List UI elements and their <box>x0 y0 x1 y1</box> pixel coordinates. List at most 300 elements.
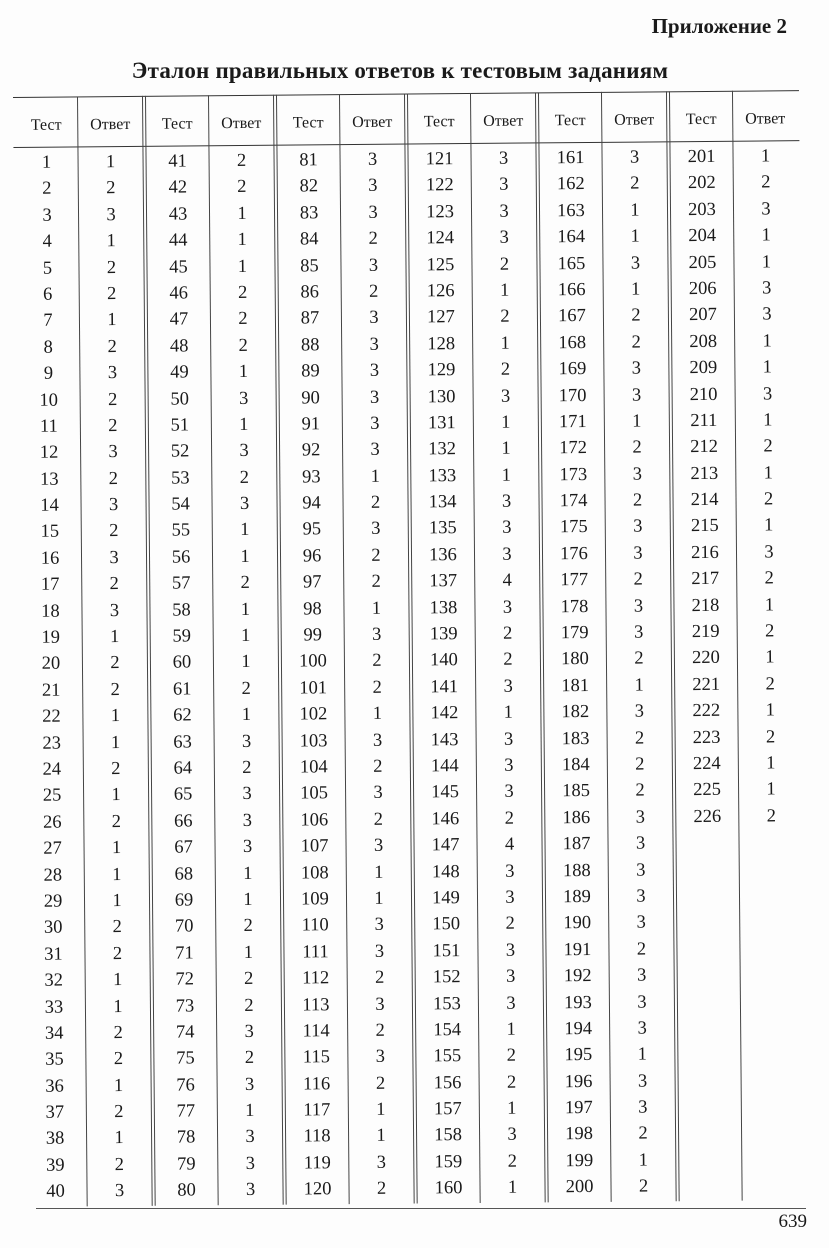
answer-value: 1 <box>241 625 251 647</box>
footer-rule <box>36 1208 806 1209</box>
test-number: 147 <box>431 835 460 856</box>
header-test: Тест <box>423 113 455 131</box>
answer-value: 3 <box>114 1181 125 1202</box>
test-number: 79 <box>176 1154 196 1175</box>
test-number: 48 <box>169 336 189 357</box>
test-number: 207 <box>688 305 717 326</box>
test-number: 171 <box>558 411 587 433</box>
test-number: 88 <box>300 335 320 356</box>
test-number: 208 <box>689 331 718 352</box>
test-number: 210 <box>689 384 718 405</box>
test-number: 180 <box>560 649 589 670</box>
test-number: 140 <box>429 650 458 671</box>
test-number-column <box>539 145 610 1201</box>
answer-value: 1 <box>112 891 122 912</box>
answer-value: 2 <box>634 648 644 670</box>
test-number: 214 <box>690 489 719 511</box>
answer-value: 1 <box>237 230 247 251</box>
answer-value: 3 <box>370 440 380 461</box>
test-number: 80 <box>177 1180 196 1201</box>
answer-value: 2 <box>238 309 248 330</box>
test-number: 94 <box>302 493 321 514</box>
test-number: 125 <box>426 254 455 275</box>
test-number: 92 <box>301 440 321 461</box>
answer-value: 1 <box>111 785 121 806</box>
test-number: 206 <box>688 278 717 300</box>
answer-value: 1 <box>111 838 122 859</box>
answer-value: 2 <box>107 284 117 305</box>
test-number: 151 <box>432 940 461 962</box>
answer-value: 3 <box>368 202 378 223</box>
test-number: 59 <box>172 626 192 647</box>
test-number: 204 <box>688 226 717 247</box>
test-number: 37 <box>45 1102 65 1123</box>
answer-value: 3 <box>506 993 516 1014</box>
answer-value: 1 <box>501 438 511 460</box>
answer-value: 2 <box>111 811 122 832</box>
test-number: 1 <box>41 152 52 173</box>
test-number: 139 <box>429 624 458 645</box>
test-number: 52 <box>170 441 190 462</box>
answer-value: 2 <box>502 623 513 644</box>
answer-column <box>472 145 543 1201</box>
test-number: 127 <box>426 307 455 328</box>
test-number: 3 <box>42 205 52 226</box>
test-number: 163 <box>557 200 585 222</box>
answer-value: 1 <box>105 152 116 173</box>
test-number: 68 <box>174 864 194 885</box>
answer-value: 2 <box>371 545 381 566</box>
header-test: Тест <box>292 114 324 132</box>
test-number: 193 <box>563 992 592 1013</box>
test-number: 49 <box>170 362 189 383</box>
test-number: 89 <box>301 361 320 382</box>
test-number: 216 <box>691 542 719 563</box>
answer-value: 2 <box>372 677 382 698</box>
answer-value: 3 <box>239 441 249 462</box>
answer-value: 3 <box>368 255 379 276</box>
answer-value: 3 <box>245 1153 256 1174</box>
answer-value: 3 <box>637 992 647 1013</box>
answer-value: 3 <box>242 837 253 858</box>
test-number: 128 <box>427 333 456 355</box>
answer-value: 1 <box>110 627 120 648</box>
answer-value: 1 <box>241 705 252 726</box>
test-number: 66 <box>173 811 193 832</box>
answer-value: 2 <box>765 674 775 695</box>
test-number: 159 <box>434 1151 463 1173</box>
answer-value: 2 <box>503 650 513 671</box>
header-test: Тест <box>30 116 62 134</box>
test-number: 105 <box>300 783 329 804</box>
test-number: 126 <box>426 281 455 302</box>
test-number: 144 <box>430 756 459 777</box>
test-number-column <box>146 148 217 1204</box>
test-number: 75 <box>176 1048 195 1069</box>
answer-value: 2 <box>635 780 645 801</box>
answer-value: 1 <box>763 410 773 431</box>
answer-value: 1 <box>507 1177 518 1198</box>
test-number: 185 <box>562 781 591 802</box>
answer-value: 3 <box>631 358 642 379</box>
test-number: 212 <box>690 437 719 458</box>
answer-value: 2 <box>376 1179 387 1200</box>
test-number: 183 <box>561 728 590 749</box>
answer-value: 3 <box>375 994 385 1015</box>
answer-value: 2 <box>631 305 641 326</box>
answer-value: 1 <box>763 463 774 484</box>
answer-value: 1 <box>372 704 383 725</box>
test-number: 9 <box>43 363 54 384</box>
header-answer: Ответ <box>221 114 262 133</box>
answer-value: 2 <box>112 943 123 964</box>
answer-value: 3 <box>502 597 513 618</box>
test-number: 33 <box>44 997 64 1018</box>
answer-value: 3 <box>636 886 646 907</box>
test-number: 70 <box>174 916 194 937</box>
header-answer: Ответ <box>483 112 524 130</box>
answer-value: 1 <box>243 942 254 963</box>
header-test: Тест <box>161 115 193 133</box>
answer-value: 2 <box>241 678 251 699</box>
answer-value: 2 <box>243 969 254 990</box>
answer-value: 2 <box>506 1072 517 1093</box>
answer-value: 2 <box>106 257 117 278</box>
answer-value: 3 <box>503 729 514 750</box>
answer-value: 1 <box>630 200 640 221</box>
test-number: 173 <box>559 464 588 485</box>
answer-value: 3 <box>372 730 383 751</box>
answer-value: 2 <box>504 808 515 829</box>
test-number: 120 <box>303 1179 332 1200</box>
answer-value: 3 <box>504 782 514 803</box>
test-number: 169 <box>558 359 587 380</box>
test-number: 154 <box>433 1020 462 1041</box>
test-number: 113 <box>302 994 330 1016</box>
answer-value: 2 <box>236 150 247 172</box>
test-number: 116 <box>302 1073 331 1095</box>
test-number: 198 <box>565 1124 594 1145</box>
test-number: 166 <box>557 279 586 301</box>
test-number: 62 <box>173 705 192 726</box>
answer-value: 3 <box>498 148 509 169</box>
answer-value: 1 <box>506 1019 516 1040</box>
test-number: 5 <box>42 258 53 279</box>
answer-value: 2 <box>638 1176 649 1197</box>
test-number: 133 <box>428 465 457 487</box>
answer-value: 1 <box>110 732 121 753</box>
answer-value: 2 <box>243 916 253 937</box>
test-number: 22 <box>42 706 61 727</box>
answer-value: 3 <box>631 385 642 406</box>
answer-value: 3 <box>635 807 646 828</box>
header-test: Тест <box>685 110 717 129</box>
answer-value: 1 <box>240 520 250 541</box>
answer-value: 2 <box>110 679 120 700</box>
answer-value: 3 <box>502 544 512 565</box>
answer-value: 1 <box>764 595 775 616</box>
answer-value: 2 <box>500 307 510 328</box>
answer-value: 2 <box>766 806 777 827</box>
answer-value: 2 <box>765 726 776 748</box>
answer-value: 3 <box>241 731 252 752</box>
test-number: 81 <box>299 150 318 171</box>
test-number: 145 <box>431 782 460 803</box>
test-number: 16 <box>40 548 60 569</box>
test-number: 137 <box>429 571 458 592</box>
answer-value: 1 <box>630 226 640 247</box>
answer-value: 3 <box>504 755 514 776</box>
answer-value: 2 <box>107 336 117 357</box>
answer-value: 2 <box>375 1020 385 1041</box>
answer-value: 2 <box>500 359 511 380</box>
answer-value: 2 <box>764 568 774 589</box>
test-number: 172 <box>559 438 588 459</box>
answer-value: 1 <box>499 280 510 301</box>
test-number: 221 <box>692 674 721 695</box>
answer-value: 4 <box>502 570 512 591</box>
test-number: 202 <box>687 173 716 194</box>
answer-value: 1 <box>110 706 121 727</box>
test-number: 28 <box>43 865 63 886</box>
header-test: Тест <box>554 112 586 130</box>
answer-value: 2 <box>636 939 647 960</box>
answer-value: 3 <box>368 176 378 197</box>
answer-value: 3 <box>638 1097 648 1118</box>
answer-value: 1 <box>238 362 249 383</box>
test-number: 30 <box>43 917 63 939</box>
answer-value: 3 <box>501 491 512 512</box>
test-number: 101 <box>299 678 328 699</box>
test-number: 47 <box>169 309 189 330</box>
answer-value: 1 <box>114 1128 124 1149</box>
header-answer: Ответ <box>90 115 131 134</box>
answer-value: 3 <box>762 383 773 404</box>
answer-value: 3 <box>505 940 516 961</box>
test-number: 203 <box>688 199 716 220</box>
test-number: 195 <box>564 1045 593 1066</box>
answer-value: 2 <box>113 1022 123 1044</box>
answer-value: 1 <box>764 515 774 536</box>
answer-value: 3 <box>503 676 513 697</box>
answer-value: 1 <box>762 357 773 378</box>
test-number: 100 <box>298 651 327 672</box>
answer-value: 1 <box>632 411 642 432</box>
answer-value: 2 <box>630 173 640 195</box>
answer-value: 3 <box>376 1152 387 1173</box>
test-number: 14 <box>40 495 59 516</box>
test-number: 176 <box>560 543 588 565</box>
test-number: 205 <box>688 252 717 273</box>
test-number: 72 <box>175 969 195 990</box>
answer-value: 2 <box>505 913 515 935</box>
test-number: 41 <box>168 151 187 172</box>
test-number: 188 <box>562 860 591 881</box>
answer-value: 2 <box>372 651 382 672</box>
test-number: 197 <box>564 1098 593 1119</box>
test-number: 123 <box>426 201 454 223</box>
answer-value: 1 <box>760 146 771 167</box>
answer-value: 3 <box>369 360 380 382</box>
test-number: 54 <box>171 494 190 515</box>
answer-value: 3 <box>106 204 116 225</box>
answer-value: 3 <box>371 519 381 540</box>
answer-value: 3 <box>369 387 380 408</box>
test-number: 146 <box>431 808 460 830</box>
answer-value: 3 <box>244 1021 254 1042</box>
test-number: 71 <box>175 943 194 964</box>
test-number: 187 <box>562 834 591 855</box>
test-number: 77 <box>176 1101 196 1122</box>
answer-value: 2 <box>240 573 250 594</box>
test-number: 6 <box>43 284 53 305</box>
test-number: 78 <box>176 1127 196 1149</box>
answer-value: 1 <box>634 675 644 696</box>
answer-value: 2 <box>237 177 247 198</box>
answer-value: 1 <box>113 1075 124 1096</box>
answer-value: 2 <box>238 335 248 356</box>
answer-value: 3 <box>374 915 384 936</box>
answer-value: 3 <box>108 442 118 463</box>
test-number: 192 <box>563 966 592 987</box>
answer-value: 1 <box>243 863 253 884</box>
answer-value: 3 <box>109 547 119 569</box>
answer-value: 3 <box>632 464 643 485</box>
test-number: 85 <box>300 255 319 277</box>
test-number: 102 <box>299 704 328 725</box>
test-number: 184 <box>561 754 590 776</box>
answer-value: 2 <box>632 490 643 511</box>
answer-value: 1 <box>240 546 250 567</box>
answer-value: 3 <box>107 363 118 384</box>
test-number: 25 <box>42 785 62 807</box>
answer-value: 3 <box>239 494 250 515</box>
test-number: 226 <box>693 806 722 827</box>
test-number: 142 <box>430 703 459 724</box>
test-number: 200 <box>565 1177 594 1198</box>
test-number: 213 <box>690 463 719 484</box>
test-number: 19 <box>41 627 61 648</box>
test-number: 36 <box>45 1076 64 1097</box>
answer-value: 1 <box>765 647 775 668</box>
answer-value: 1 <box>237 203 247 224</box>
test-number: 138 <box>429 597 458 619</box>
test-number: 87 <box>300 308 320 329</box>
test-number: 110 <box>301 915 329 936</box>
answer-value: 1 <box>501 412 511 433</box>
test-number: 50 <box>170 388 189 410</box>
test-number: 64 <box>173 758 193 779</box>
answer-value: 3 <box>505 887 515 908</box>
answer-value: 1 <box>507 1098 517 1119</box>
answer-value: 3 <box>369 334 379 355</box>
test-number: 61 <box>172 679 192 700</box>
header-answer: Ответ <box>745 110 786 128</box>
answer-value: 3 <box>373 835 384 857</box>
answer-value: 2 <box>109 521 119 542</box>
answer-value: 1 <box>501 465 512 486</box>
test-number: 12 <box>39 442 59 464</box>
answer-value: 1 <box>766 779 776 800</box>
test-number: 178 <box>560 596 589 617</box>
test-number: 167 <box>557 306 586 327</box>
test-number: 150 <box>432 914 461 935</box>
answer-value: 2 <box>761 172 771 193</box>
answer-value: 2 <box>764 621 775 642</box>
header-answer: Ответ <box>352 113 393 132</box>
test-number: 201 <box>687 146 716 168</box>
answer-value: 3 <box>238 388 249 409</box>
answer-value: 1 <box>106 231 116 252</box>
test-number: 10 <box>39 390 58 411</box>
answer-value: 4 <box>504 834 515 855</box>
test-number: 168 <box>558 332 587 353</box>
test-number: 84 <box>299 229 319 250</box>
test-number: 129 <box>427 360 456 381</box>
answer-value: 3 <box>374 941 385 962</box>
answer-value: 2 <box>638 1123 648 1145</box>
answer-column <box>341 147 412 1203</box>
answer-value: 3 <box>373 783 383 804</box>
answer-value: 3 <box>109 600 120 621</box>
test-number: 67 <box>174 837 193 858</box>
answer-value: 1 <box>637 1044 648 1065</box>
test-number: 135 <box>428 518 457 539</box>
test-number: 65 <box>173 784 193 805</box>
answer-value: 2 <box>110 653 120 674</box>
test-number: 157 <box>433 1099 462 1120</box>
test-number: 29 <box>43 891 63 912</box>
test-number: 223 <box>692 727 721 748</box>
answer-value: 1 <box>630 279 641 300</box>
test-number: 83 <box>299 203 319 224</box>
test-number: 224 <box>692 753 721 775</box>
test-number: 26 <box>42 812 62 833</box>
test-number: 117 <box>303 1100 331 1121</box>
answer-value: 3 <box>369 308 379 329</box>
answer-column <box>734 143 802 830</box>
test-number: 211 <box>690 410 718 432</box>
answer-value: 2 <box>634 728 645 749</box>
test-number: 175 <box>559 517 588 538</box>
test-number: 4 <box>42 231 52 252</box>
answer-value: 3 <box>499 201 509 222</box>
answer-value: 3 <box>367 149 378 170</box>
answer-key-table <box>13 90 809 1207</box>
answer-value: 2 <box>244 1048 255 1069</box>
answer-value: 1 <box>766 753 776 774</box>
test-number-column <box>408 146 479 1202</box>
answer-value: 2 <box>499 254 510 275</box>
test-number: 153 <box>432 993 461 1014</box>
answer-column <box>79 149 150 1205</box>
test-number: 45 <box>169 257 188 278</box>
test-number: 24 <box>42 759 62 780</box>
test-number: 63 <box>173 732 192 753</box>
test-number: 215 <box>690 516 719 537</box>
answer-value: 2 <box>239 467 250 488</box>
answer-value: 3 <box>370 413 380 434</box>
answer-value: 3 <box>633 622 644 643</box>
test-number: 44 <box>168 230 188 251</box>
test-number: 73 <box>175 995 195 1017</box>
answer-value: 1 <box>241 652 251 673</box>
answer-value: 2 <box>113 1049 124 1070</box>
test-number: 98 <box>303 598 322 620</box>
answer-value: 3 <box>634 701 645 722</box>
answer-value: 1 <box>761 251 772 273</box>
test-number: 161 <box>556 148 585 169</box>
